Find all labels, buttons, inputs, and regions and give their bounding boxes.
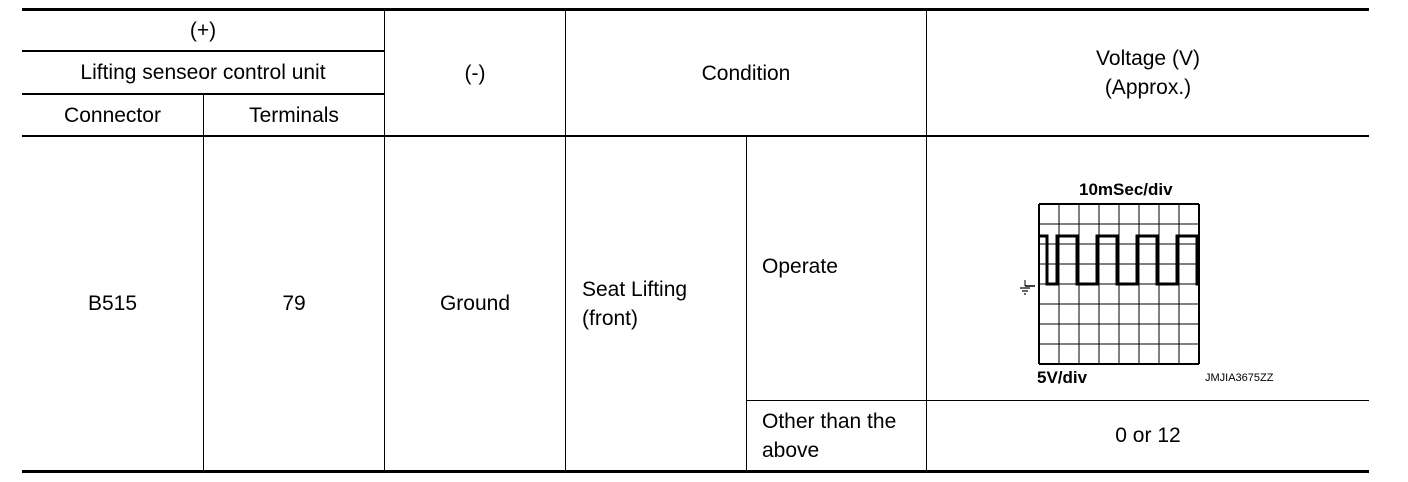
header-condition: Condition — [701, 61, 791, 85]
row-connector: B515 — [87, 292, 138, 315]
header-voltage: Voltage (V) (Approx.) — [1096, 47, 1200, 99]
ground-symbol-icon — [1020, 280, 1035, 294]
header-plus: (+) — [189, 19, 217, 42]
oscilloscope-waveform — [1015, 180, 1305, 390]
header-unit: Lifting senseor control unit — [80, 61, 326, 84]
row-terminal: 79 — [282, 292, 306, 315]
row-state-other: Other than the above — [762, 409, 897, 462]
col-rule-condition-sub — [746, 136, 747, 471]
row-condition: Seat Lifting (front) — [582, 277, 688, 330]
row-state-operate: Operate — [762, 255, 838, 278]
waveform-volt-scale: 5V/div — [1037, 368, 1088, 387]
header-connector: Connector — [64, 103, 161, 127]
table-bottom-rule — [22, 470, 1369, 473]
waveform-figure-id: JMJIA3675ZZ — [1205, 372, 1274, 384]
waveform-graph — [1015, 180, 1305, 390]
row-minus: Ground — [439, 292, 511, 315]
waveform-time-scale: 10mSec/div — [1079, 180, 1173, 199]
header-terminals: Terminals — [249, 103, 339, 127]
header-minus: (-) — [464, 61, 486, 85]
row-voltage-other: 0 or 12 — [1115, 424, 1181, 447]
